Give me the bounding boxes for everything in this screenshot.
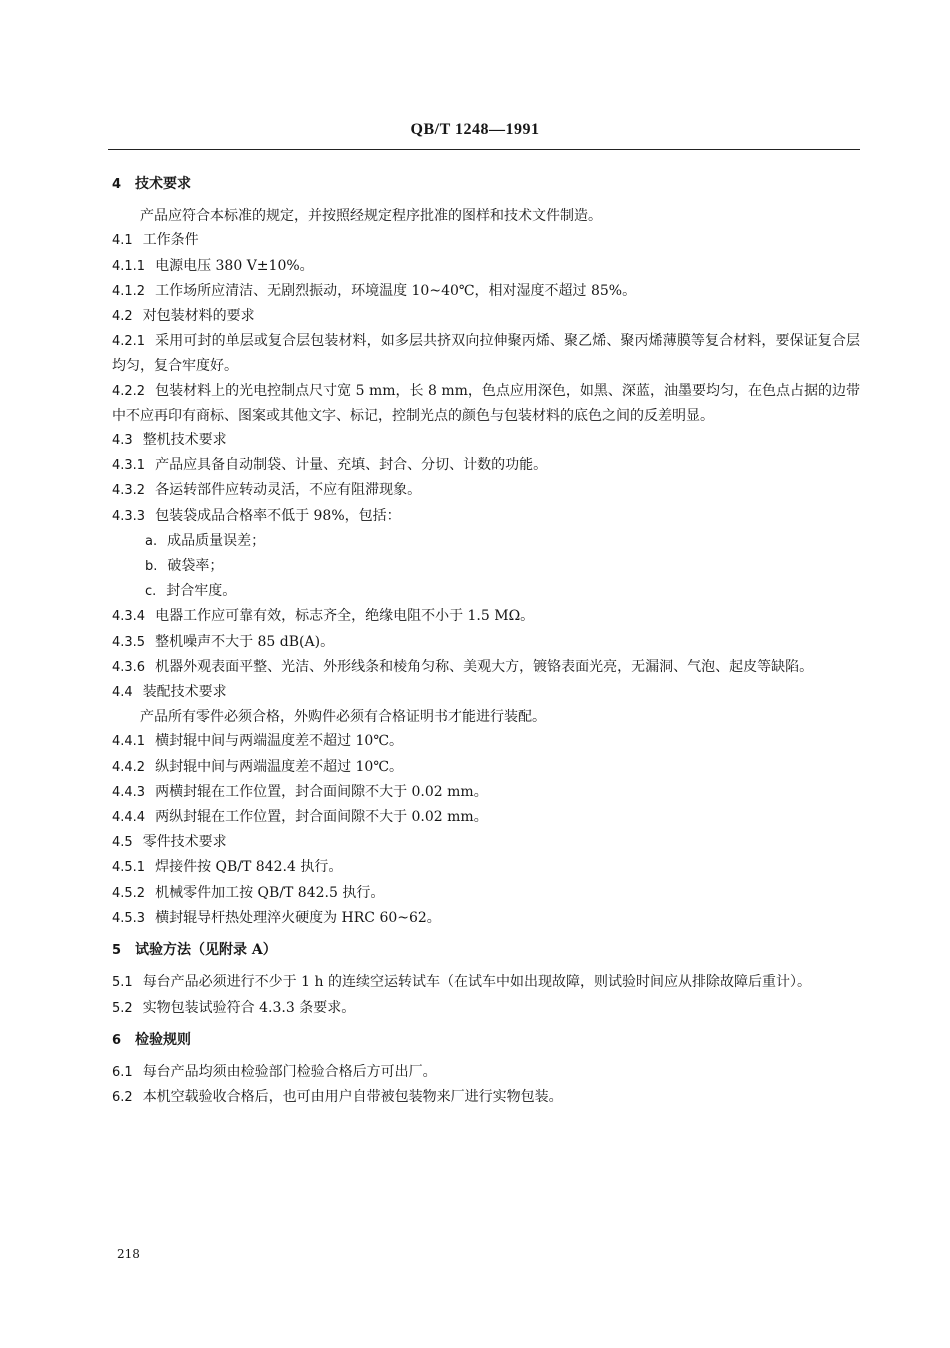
clause-4-3-2 (112, 478, 860, 503)
clause-text: 两横封辊在工作位置，封合面间隙不大于 0.02 mm。 (155, 783, 488, 800)
clause-text: 横封辊导杆热处理淬火硬度为 HRC 60~62。 (155, 909, 441, 926)
clause-number: 4.3.2 (112, 483, 146, 499)
item-text: 破袋率； (167, 558, 224, 575)
list-item-a (112, 529, 860, 554)
item-label: a. (145, 533, 158, 549)
list-item-b (112, 554, 860, 579)
clause-text: 电源电压 380 V±10%。 (155, 257, 314, 274)
section-4-heading (112, 172, 860, 197)
clause-4-1 (112, 228, 860, 253)
clause-number: 6.2 (112, 1090, 133, 1106)
clause-number: 4.1.2 (112, 283, 146, 299)
clause-4-3-6 (112, 655, 860, 680)
clause-text: 整机噪声不大于 85 dB(A)。 (155, 633, 335, 650)
item-label: c. (145, 584, 157, 600)
clause-number: 6.1 (112, 1064, 133, 1080)
clause-number: 4.3.3 (112, 508, 146, 524)
clause-4-3-4 (112, 604, 860, 629)
clause-4-4-3 (112, 780, 860, 805)
clause-text: 采用可封的单层或复合层包装材料，如多层共挤双向拉伸聚丙烯、聚乙烯、聚丙烯薄膜等复合材料，要保证复合层均匀，复合牢度好。 (112, 333, 860, 375)
document-header: QB/T 1248—1991 (410, 121, 540, 138)
section-title: 检验规则 (135, 1031, 192, 1048)
clause-text: 零件技术要求 (142, 834, 227, 851)
clause-text: 纵封辊中间与两端温度差不超过 10℃。 (155, 758, 404, 775)
clause-4-3-1 (112, 453, 860, 478)
clause-number: 5.1 (112, 975, 133, 991)
section-4-intro: 产品应符合本标准的规定，并按照经规定程序批准的图样和技术文件制造。 (140, 208, 602, 225)
clause-number: 4.4.1 (112, 734, 146, 750)
clause-4-5-1 (112, 855, 860, 880)
clause-text: 装配技术要求 (142, 684, 227, 701)
clause-text: 机械零件加工按 QB/T 842.5 执行。 (155, 884, 385, 901)
section-title: 技术要求 (135, 176, 192, 192)
clause-4-3-5 (112, 630, 860, 655)
clause-text: 机器外观表面平整、光洁、外形线条和棱角匀称、美观大方，镀铬表面光亮，无漏洞、气泡、起皮等缺陷。 (155, 658, 814, 675)
clause-number: 4.3 (112, 433, 133, 449)
clause-5-1 (112, 970, 860, 995)
clause-4-3-3 (112, 504, 860, 529)
clause-number: 4.3.5 (112, 634, 146, 650)
clause-text: 对包装材料的要求 (142, 308, 255, 325)
clause-text: 两纵封辊在工作位置，封合面间隙不大于 0.02 mm。 (155, 809, 488, 826)
clause-6-1 (112, 1060, 860, 1085)
clause-text: 焊接件按 QB/T 842.4 执行。 (155, 859, 343, 876)
clause-number: 4.2 (112, 309, 133, 325)
clause-number: 4.5 (112, 835, 133, 851)
item-text: 封合牢度。 (166, 583, 237, 600)
clause-4-5-3 (112, 906, 860, 931)
clause-4-3 (112, 428, 860, 453)
clause-number: 4.4.2 (112, 759, 146, 775)
clause-number: 4.2.1 (112, 334, 146, 350)
clause-4-5 (112, 830, 860, 855)
item-text: 成品质量误差； (167, 532, 266, 549)
clause-number: 4.4.4 (112, 810, 146, 826)
clause-text: 包装袋成品合格率不低于 98%，包括： (155, 507, 401, 524)
clause-4-5-2 (112, 881, 860, 906)
section-6-heading (112, 1028, 860, 1053)
clause-5-2 (112, 996, 860, 1021)
header-divider (108, 149, 860, 150)
clause-text: 工作场所应清洁、无剧烈振动，环境温度 10~40℃，相对湿度不超过 85%。 (155, 282, 637, 299)
section-5-heading (112, 938, 860, 963)
clause-number: 4.5.1 (112, 860, 146, 876)
clause-number: 4.2.2 (112, 383, 146, 399)
clause-text: 本机空载验收合格后，也可由用户自带被包装物来厂进行实物包装。 (142, 1089, 563, 1106)
clause-4-1-2 (112, 279, 860, 304)
clause-4-1-1 (112, 254, 860, 279)
clause-number: 4.1.1 (112, 258, 146, 274)
clause-text: 横封辊中间与两端温度差不超过 10℃。 (155, 733, 404, 750)
clause-number: 4.3.1 (112, 458, 146, 474)
clause-text: 产品应具备自动制袋、计量、充填、封合、分切、计数的功能。 (155, 457, 548, 474)
clause-text: 工作条件 (142, 232, 199, 249)
clause-number: 4.1 (112, 233, 133, 249)
clause-number: 4.3.4 (112, 609, 146, 625)
clause-number: 4.3.6 (112, 659, 146, 675)
list-item-c (112, 579, 860, 604)
clause-text: 实物包装试验符合 4.3.3 条要求。 (142, 999, 356, 1016)
document-body (112, 172, 860, 1110)
clause-text: 每台产品均须由检验部门检验合格后方可出厂。 (142, 1063, 437, 1080)
clause-text: 整机技术要求 (142, 432, 227, 449)
clause-text: 每台产品必须进行不少于 1 h 的连续空运转试车（在试车中如出现故障，则试验时间应从排除故障后重计）。 (142, 974, 811, 991)
section-number: 5 (112, 943, 122, 959)
clause-number: 5.2 (112, 1000, 133, 1016)
clause-4-4-4 (112, 805, 860, 830)
clause-number: 4.5.2 (112, 885, 146, 901)
clause-text: 电器工作应可靠有效，标志齐全，绝缘电阻不小于 1.5 MΩ。 (155, 608, 535, 625)
clause-4-4 (112, 680, 860, 705)
item-label: b. (145, 559, 158, 575)
clause-text: 各运转部件应转动灵活，不应有阻滞现象。 (155, 482, 422, 499)
clause-4-4-2 (112, 755, 860, 780)
clause-text: 包装材料上的光电控制点尺寸宽 5 mm，长 8 mm，色点应用深色，如黑、深蓝，油墨要均匀，在色点占据的边带中不应再印有商标、图案或其他文字、标记，控制光点的颜色与包装材料的底色之间的反差明显。 (112, 382, 860, 424)
clause-4-2-1 (112, 329, 860, 378)
clause-4-2 (112, 304, 860, 329)
section-number: 6 (112, 1032, 122, 1048)
clause-number: 4.5.3 (112, 910, 146, 926)
clause-number: 4.4.3 (112, 784, 146, 800)
clause-4-4-intro: 产品所有零件必须合格，外购件必须有合格证明书才能进行装配。 (140, 709, 546, 726)
section-number: 4 (112, 177, 122, 192)
clause-number: 4.4 (112, 685, 133, 701)
clause-4-2-2 (112, 379, 860, 428)
page-number: 218 (117, 1247, 140, 1261)
section-title: 试验方法（见附录 A） (135, 942, 277, 959)
clause-6-2 (112, 1085, 860, 1110)
clause-4-4-1 (112, 729, 860, 754)
